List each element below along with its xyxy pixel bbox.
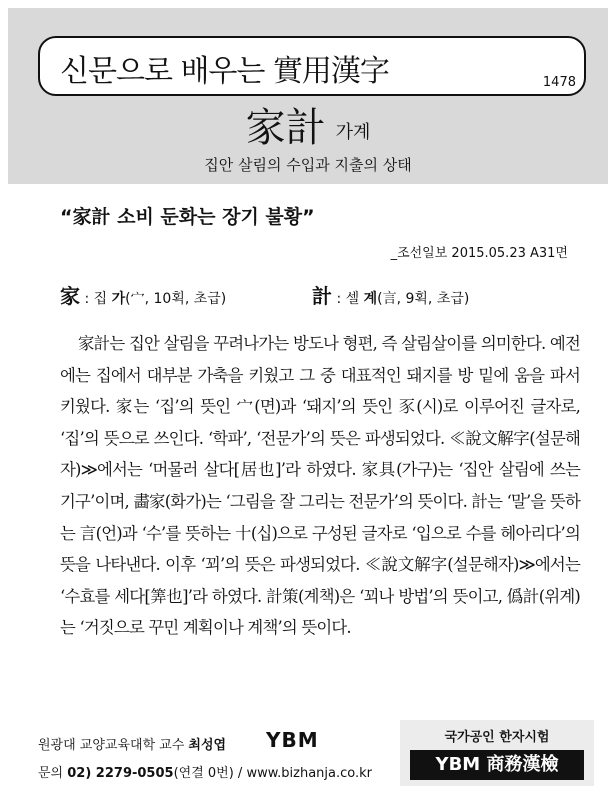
contact-rest: (연결 0번) / www.bizhanja.co.kr [173, 766, 373, 781]
word-row [8, 96, 608, 151]
contact-phone: 02) 2279-0505 [67, 766, 174, 781]
char-hanja: 計 [312, 284, 332, 308]
char-reading: 계 [363, 291, 378, 307]
char-separator: : [332, 291, 346, 307]
char-detail: (言, 9획, 초급) [377, 291, 470, 307]
series-title-box [38, 36, 586, 96]
issue-number: 1478 [542, 75, 576, 90]
character-info-1 [60, 280, 226, 309]
char-meaning: 셀 [345, 291, 364, 307]
contact-label: 문의 [38, 766, 68, 781]
contact-info [38, 762, 372, 781]
author-name: 최성엽 [188, 738, 227, 753]
article-source: _조선일보 2015.05.23 A31면 [390, 246, 568, 261]
word-meaning: 집안 살림의 수입과 지출의 상태 [204, 156, 412, 174]
char-hanja: 家 [60, 284, 80, 308]
article-page [8, 8, 608, 801]
article-body: 家計는 집안 살림을 꾸려나가는 방도나 형편, 즉 살림살이를 의미한다. 예전에는 집에서 대부분 가축을 키웠고 그 중 대표적인 돼지를 방 밑에 움을 파서 키웠다. 家는 ‘집’의 뜻인 宀(면)과 ‘돼지’의 뜻인 豕(시)로 이루어진 글자로, ‘집’의 뜻으로 쓰인다. ‘학파’, ‘전문가’의 뜻은 파생되었다. ≪說文解字(설문해자)≫에서는 ‘머물러 살다[居也]’라 하였다. 家具(가구)는 ‘집안 살림에 쓰는 기구’이며, 畵家(화가)는 ‘그림을 잘 그리는 전문가’의 뜻이다. 計는 ‘말’을 뜻하는 言(언)과 ‘수’를 뜻하는 十(십)으로 구성된 글자로 ‘입으로 수를 헤아리다’의 뜻을 나타낸다. 이후 ‘꾀’의 뜻은 파생되었다. ≪說文解字(설문해자)≫에서는 ‘수효를 세다[筭也]’라 하였다. 計策(계책)은 ‘꾀나 방법’의 뜻이고, 僞計(위계)는 ‘거짓으로 꾸민 계획이나 계책’의 뜻이다. [60, 334, 580, 638]
article-headline: “家計 소비 둔화는 장기 불황” [60, 206, 315, 228]
word-hanja: 家計 [245, 105, 326, 151]
word-reading: 가계 [335, 121, 371, 143]
ybm-logo: YBM [266, 728, 319, 752]
char-meaning: 집 [93, 291, 112, 307]
exam-label: 국가공인 한자시험 [444, 730, 550, 745]
char-reading: 가 [111, 291, 126, 307]
character-info-2 [312, 280, 469, 309]
author-credit [38, 734, 226, 753]
series-title: 신문으로 배우는 實用漢字 [60, 54, 389, 89]
char-separator: : [80, 291, 94, 307]
exam-badge [400, 720, 594, 786]
char-detail: (宀, 10획, 초급) [125, 291, 227, 307]
header-block [8, 8, 608, 184]
exam-brand: YBM 商務漢檢 [410, 750, 584, 780]
author-affiliation: 원광대 교양교육대학 교수 [38, 738, 185, 753]
